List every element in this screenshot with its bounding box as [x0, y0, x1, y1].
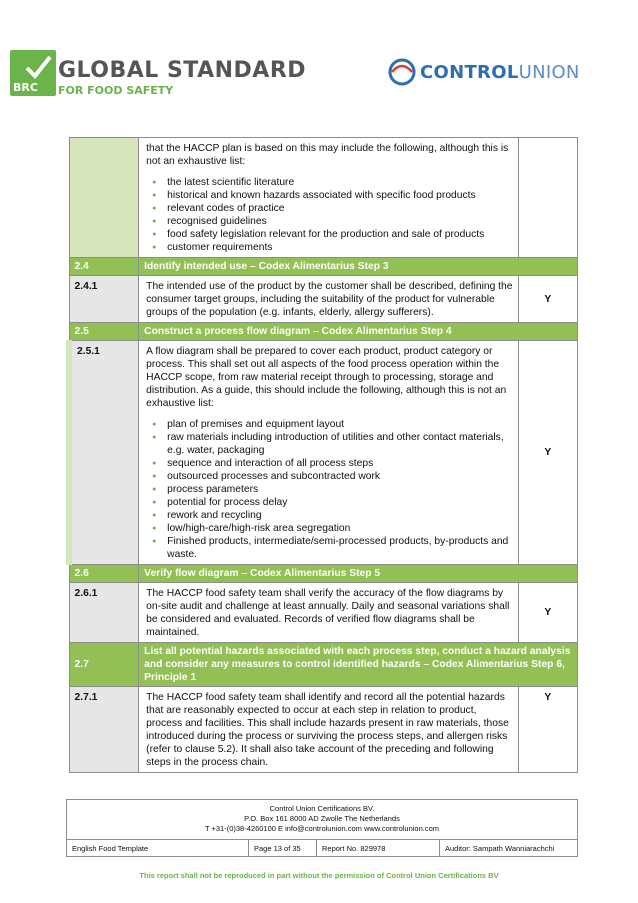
clause-result: Y: [518, 583, 577, 643]
list-item: ● historical and known hazards associated with specific food products: [146, 189, 512, 202]
brand-title: GLOBAL STANDARD: [58, 58, 307, 83]
section-header-2-7: [69, 643, 578, 687]
clause-bullet-list: [146, 418, 512, 561]
brc-badge-text: BRC: [13, 81, 38, 94]
cu-logo-light: UNION: [518, 62, 580, 83]
controlunion-logo-text: [420, 62, 580, 83]
list-item: ● Finished products, intermediate/semi-processed products, by-products and waste.: [146, 535, 512, 561]
continuation-body: [139, 138, 518, 258]
checkmark-icon: [24, 54, 52, 80]
ref-cell-empty: [69, 138, 139, 258]
clause-result: Y: [518, 687, 577, 773]
section-title: Identify intended use – Codex Alimentarius Step 3: [139, 258, 578, 276]
section-number: 2.6: [69, 565, 139, 583]
continuation-intro: that the HACCP plan is based on this may include the following, although this is not an exhaustive list:: [146, 143, 509, 167]
footer-template: English Food Template: [67, 840, 249, 857]
continuation-row: [69, 138, 578, 258]
section-title: List all potential hazards associated with each process step, conduct a hazard analysis and consider any measures to control identified hazards – Codex Alimentarius Step 6, Principle 1: [139, 643, 578, 687]
continuation-bullet-list: [146, 176, 512, 254]
section-number: 2.5: [69, 323, 139, 341]
list-item: ● the latest scientific literature: [146, 176, 512, 189]
list-item: ● food safety legislation relevant for the production and sale of products: [146, 228, 512, 241]
footer-page: Page 13 of 35: [249, 840, 317, 857]
list-item: ● relevant codes of practice: [146, 202, 512, 215]
clause-ref: 2.4.1: [69, 276, 139, 323]
brand-subtitle: FOR FOOD SAFETY: [58, 84, 174, 97]
list-item: ● sequence and interaction of all process steps: [146, 457, 512, 470]
list-item: ● outsourced processes and subcontracted work: [146, 470, 512, 483]
section-title: Construct a process flow diagram – Codex Alimentarius Step 4: [139, 323, 578, 341]
footer-disclaimer: This report shall not be reproduced in part without the permission of Control Union Certifications BV: [139, 871, 499, 880]
list-item: ● recognised guidelines: [146, 215, 512, 228]
footer-auditor: Auditor: Sampath Wanniarachchi: [440, 840, 578, 857]
clause-row-2-6-1: [69, 583, 578, 643]
clause-text: The HACCP food safety team shall verify the accuracy of the flow diagrams by on-site audit and challenge at least annually. Daily and seasonal variations shall be considered and evaluated. Records of verified flow diagrams shall be maintained.: [139, 583, 518, 643]
section-header-2-4: [69, 258, 578, 276]
clause-row-2-4-1: [69, 276, 578, 323]
clause-text: A flow diagram shall be prepared to cover each product, product category or process. This shall set out all aspects of the food process operation within the HACCP scope, from raw material receipt through to processing, storage and distribution. As a guide, this should include the following, although this is not an exhaustive list:: [146, 346, 507, 409]
clause-result: Y: [518, 341, 577, 565]
footer-info-table: [66, 839, 578, 857]
list-item: ● raw materials including introduction of utilities and other contact materials, e.g. water, packaging: [146, 431, 512, 457]
list-item: ● potential for process delay: [146, 496, 512, 509]
footer-info-row: [67, 840, 578, 857]
footer-company: Control Union Certifications BV.: [269, 804, 375, 813]
section-number: 2.7: [69, 643, 139, 687]
clause-row-2-5-1: [69, 341, 578, 565]
clause-text: The intended use of the product by the customer shall be described, defining the consumer target groups, including the suitability of the product for vulnerable groups of the population (e.g. infants, elderly, allergy sufferers).: [139, 276, 518, 323]
clause-text: The HACCP food safety team shall identify and record all the potential hazards that are reasonably expected to occur at each step in relation to product, process and facilities. This shall include hazards present in raw materials, those introduced during the process or surviving the process steps, and allergen risks (refer to clause 5.2). It shall also take account of the preceding and following steps in the process chain.: [139, 687, 518, 773]
brc-logo: [10, 50, 56, 96]
section-header-2-5: [69, 323, 578, 341]
requirements-table: [66, 137, 578, 773]
list-item: ● low/high-care/high-risk area segregation: [146, 522, 512, 535]
footer-contact: T +31-(0)38-4260100 E info@controlunion.com www.controlunion.com: [204, 824, 440, 833]
section-title: Verify flow diagram – Codex Alimentarius Step 5: [139, 565, 578, 583]
clause-ref: 2.5.1: [69, 341, 139, 565]
controlunion-globe-icon: [388, 58, 416, 86]
clause-ref: 2.7.1: [69, 687, 139, 773]
list-item: ● plan of premises and equipment layout: [146, 418, 512, 431]
list-item: ● customer requirements: [146, 241, 512, 254]
footer-address: P.O. Box 161 8000 AD Zwolle The Netherlands: [244, 814, 400, 823]
list-item: ● rework and recycling: [146, 509, 512, 522]
result-cell-empty: [518, 138, 577, 258]
page-header: [0, 0, 638, 130]
footer-address-block: [66, 799, 578, 839]
clause-row-2-7-1: [69, 687, 578, 773]
section-number: 2.4: [69, 258, 139, 276]
list-item: ● process parameters: [146, 483, 512, 496]
cu-logo-bold: CONTROL: [420, 62, 519, 83]
clause-result: Y: [518, 276, 577, 323]
clause-ref: 2.6.1: [69, 583, 139, 643]
footer-report: Report No. 829978: [317, 840, 440, 857]
clause-body: [139, 341, 518, 565]
section-header-2-6: [69, 565, 578, 583]
